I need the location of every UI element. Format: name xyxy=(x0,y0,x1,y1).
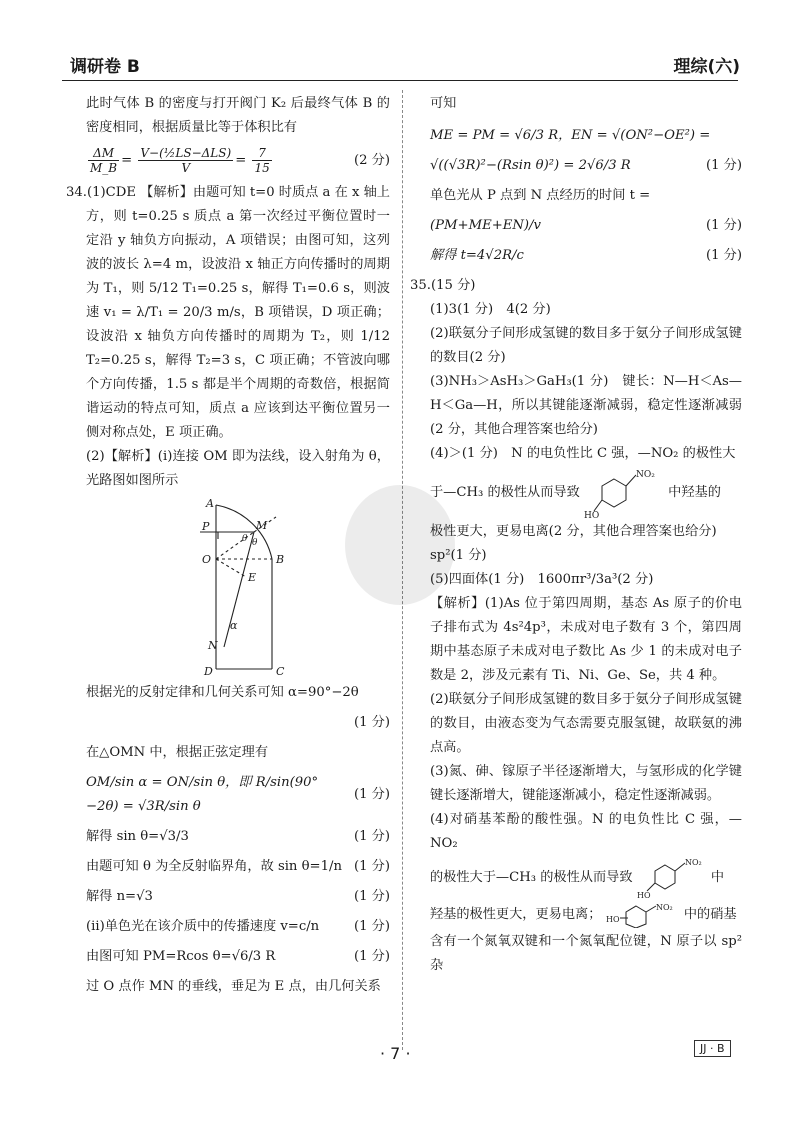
svg-text:HO: HO xyxy=(636,890,651,899)
analysis: (4)对硝基苯酚的酸性强。N 的电负性比 C 强，—NO₂ xyxy=(430,812,742,851)
svg-text:HO: HO xyxy=(583,510,600,519)
question-34-part2: (2)【解析】(ⅰ)连接 OM 即为法线，设入射角为 θ，光路图如图所示 xyxy=(86,449,390,488)
analysis: 【解析】(1)As 位于第四周期，基态 As 原子的价电子排布式为 4s²4p³，未成对电子数有 3 个，第四周期中基态原子未成对电子数比 As 少 1 的未成对电子数是 2，涉及元素有 Ti、Ni、Ge、Se，共 4 种。 xyxy=(430,596,742,683)
paragraph: 在△OMN 中，根据正弦定理有 xyxy=(86,745,269,760)
answer: (1)3(1 分) 4(2 分) xyxy=(430,302,551,317)
svg-text:NO₂: NO₂ xyxy=(655,902,673,912)
analysis: 含有一个氮氧双键和一个氮氧配位键，N 原子以 sp² 杂 xyxy=(430,934,742,973)
nitrophenol-structure-icon xyxy=(637,857,707,899)
paragraph: 根据光的反射定律和几何关系可知 α=90°−2θ xyxy=(86,685,359,700)
answer: 极性更大，更易电离(2 分，其他合理答案也给分) xyxy=(430,524,717,539)
right-column: 可知 ME = PM = √6/3 R，EN = √(ON²−OE²) = √((√3R)²−(Rsin θ)²) = 2√6/3 R (1 分) 单色光从 P 点到 N 点经历的时间 t = (PM+ME+EN)/v (1 分) 解得 t=4√2R/c (1 分) 35.(15 分) (1)3(1 分) 4(2 分) (2)联氨分子间形成氢键的数目多于氨分子间形成氢键的数目(2 分) (3)NH₃＞AsH₃＞GaH₃(1 分) 键长：N—H＜As—H＜Ga—H，所以其键能逐渐减弱，稳定性逐渐减弱(2 分，其他合理答案也给分) (4)＞(1 分) N 的电负性比 C 强，—NO₂ 的极性大 于—CH₃ 的极性从而导致 NO₂ HO 中羟基的 极性更大，更易电离(2 分，其他合理答案也给分) sp²(1 分) (5)四面体(1 分) 1600πr³/3a³(2 分) 【解析】(1)As 位于第四周期，基态 As 原子的价电子排布式为 4s²4p³，未成对电子数有 3 个，第四周期中基态原子未成对电子数比 As 少 1 的未成对电子数是 2，涉及元素有 Ti、Ni、Ge、Se，共 4 种。 (2)联氨分子间形成氢键的数目多于氨分子间形成氢键的数目，由液态变为气态需要克服氢键，故联氨的沸点高。 (3)氮、砷、镓原子半径逐渐增大，与氢形成的化学键键长逐渐增大，键能逐渐减小，稳定性逐渐减弱。 (4)对硝基苯酚的酸性强。N 的电负性比 C 强，—NO₂ 的极性大于—CH₃ 的极性从而导致 NO₂ HO 中 羟基的极性更大，更易电离； HO NO₂ 中的硝基 含有一个氮氧双键和一个氮氧配位键，N 原子以 sp² 杂 xyxy=(430,92,742,978)
header-rule xyxy=(62,80,738,81)
equation: ME = PM = √6/3 R，EN = √(ON²−OE²) = xyxy=(430,128,711,143)
label-O: O xyxy=(202,553,212,566)
label-A: A xyxy=(206,497,214,510)
page-number: · 7 · xyxy=(380,1044,411,1063)
optics-diagram xyxy=(196,497,306,677)
equation: (PM+ME+EN)/v xyxy=(430,218,541,233)
equation-row: $\frac{\Delta M}{M\_B}$ = $\frac{\text{V−(½LS−ΔLS)}}{V}$ = $\frac{7}{15}$ (2 分) xyxy=(90,146,390,175)
label-P: P xyxy=(202,520,210,533)
left-column: 此时气体 B 的密度与打开阀门 K₂ 后最终气体 B 的密度相同，根据质量比等于体积比有 $\frac{\Delta M}{M\_B}$ = $\frac{\text{V−(½LS−ΔLS)}}{V}$ = $\frac{7}{15}$ (2 分) 34.(1)CDE 【解析】由题可知 t=0 时质点 a 在 x 轴上方，则 t=0.25 s 质点 a 第一次经过平衡位置时一定沿 y 轴负方向振动，A 项错误；由图可知，这列波的波长 λ=4 m，设波沿 x 轴正方向传播时的周期为 T₁，则 5/12 T₁=0.25 s，解得 T₁=0.6 s，则波速 v₁ = λ/T₁ = 20/3 m/s，B 项错误，D 项正确；设波沿 x 轴负方向传播时的周期为 T₂，则 1/12 T₂=0.25 s，解得 T₂=3 s，C 项正确；不管波向哪个方向传播，1.5 s 都是半个周期的奇数倍，根据简谐运动的特点可知，质点 a 应该到达平衡位置另一侧对称点处，E 项正确。 (2)【解析】(ⅰ)连接 OM 即为法线，设入射角为 θ，光路图如图所示 A B C D O P M E N α θ θ 根据光的反射定律和几何关系可知 α=90°−2θ (1 分) 在△OMN 中，根据正弦定理有 OM/sin α = ON/sin θ，即 R/sin(90°−2θ) = √3R/sin θ (1 分) 解得 sin θ=√3/3 (1 分) 由题可知 θ 为全反射临界角，故 sin θ=1/n (1 分) 解得 n=√3 (1 分) (ⅱ)单色光在该介质中的传播速度 v=c/n (1 分) 由图可知 PM=Rcos θ=√6/3 R (1 分) 过 O 点作 MN 的垂线，垂足为 E 点，由几何关系 xyxy=(86,92,390,999)
label-theta-2: θ xyxy=(252,538,258,548)
paragraph: 过 O 点作 MN 的垂线，垂足为 E 点，由几何关系 xyxy=(86,979,381,994)
label-C: C xyxy=(276,665,285,677)
header-title-right: 理综(六) xyxy=(673,57,740,77)
equation: 由题可知 θ 为全反射临界角，故 sin θ=1/n xyxy=(86,859,342,874)
equation: (ⅱ)单色光在该介质中的传播速度 v=c/n xyxy=(86,919,320,934)
label-alpha: α xyxy=(230,619,238,632)
label-E: E xyxy=(248,571,257,584)
page-code-badge: JJ · B xyxy=(694,1040,731,1057)
nitrophenol-structure-icon xyxy=(606,902,680,928)
nitrophenol-structure-icon xyxy=(584,467,664,519)
answer: 于—CH₃ 的极性从而导致 NO₂ HO 中羟基的 xyxy=(430,466,742,520)
svg-text:HO: HO xyxy=(605,914,620,924)
paragraph: 可知 xyxy=(430,96,457,111)
equation: OM/sin α = ON/sin θ，即 R/sin(90°−2θ) = √3R/sin θ xyxy=(86,775,319,814)
answer: (5)四面体(1 分) 1600πr³/3a³(2 分) xyxy=(430,572,654,587)
answer: sp²(1 分) xyxy=(430,548,487,563)
question-35: 35.(15 分) xyxy=(410,278,476,293)
analysis: (2)联氨分子间形成氢键的数目多于氨分子间形成氢键的数目，由液态变为气态需要克服氢键，故联氨的沸点高。 xyxy=(430,692,742,755)
equation: 解得 n=√3 xyxy=(86,889,153,904)
paragraph: 单色光从 P 点到 N 点经历的时间 t = xyxy=(430,188,651,203)
analysis: 的极性大于—CH₃ 的极性从而导致 NO₂ HO 中 xyxy=(430,857,725,899)
svg-text:NO₂: NO₂ xyxy=(635,469,655,480)
label-B: B xyxy=(276,553,285,566)
analysis: 羟基的极性更大，更易电离； HO NO₂ 中的硝基 xyxy=(430,900,742,930)
paragraph: 此时气体 B 的密度与打开阀门 K₂ 后最终气体 B 的密度相同，根据质量比等于体积比有 xyxy=(86,96,390,135)
label-N: N xyxy=(208,639,218,652)
equation: √((√3R)²−(Rsin θ)²) = 2√6/3 R xyxy=(430,158,631,173)
equation: 由图可知 PM=Rcos θ=√6/3 R xyxy=(86,949,276,964)
equation: 解得 t=4√2R/c xyxy=(430,248,524,263)
analysis: (3)氮、砷、镓原子半径逐渐增大，与氢形成的化学键键长逐渐增大，键能逐渐减小，稳定性逐渐减弱。 xyxy=(430,764,742,803)
question-34: 34.(1)CDE 【解析】由题可知 t=0 时质点 a 在 x 轴上方，则 t=0.25 s 质点 a 第一次经过平衡位置时一定沿 y 轴负方向振动，A 项错误；由图可知，这列波的波长 λ=4 m，设波沿 x 轴正方向传播时的周期为 T₁，则 5/12 T₁=0.25 s，解得 T₁=0.6 s，则波速 v₁ = λ/T₁ = 20/3 m/s，B 项错误，D 项正确；设波沿 x 轴负方向传播时的周期为 T₂，则 1/12 T₂=0.25 s，解得 T₂=3 s，C 项正确；不管波向哪个方向传播，1.5 s 都是半个周期的奇数倍，根据简谐运动的特点可知，质点 a 应该到达平衡位置另一侧对称点处，E 项正确。 xyxy=(66,185,390,440)
label-M: M xyxy=(256,519,268,532)
answer: (3)NH₃＞AsH₃＞GaH₃(1 分) 键长：N—H＜As—H＜Ga—H，所以其键能逐渐减弱，稳定性逐渐减弱(2 分，其他合理答案也给分) xyxy=(430,374,742,437)
header-title-left: 调研卷 B xyxy=(70,57,140,77)
label-theta-1: θ xyxy=(242,534,248,544)
answer: (4)＞(1 分) N 的电负性比 C 强，—NO₂ 的极性大 xyxy=(430,446,736,461)
label-D: D xyxy=(204,665,213,677)
svg-text:NO₂: NO₂ xyxy=(684,857,702,867)
equation: 解得 sin θ=√3/3 xyxy=(86,829,189,844)
answer: (2)联氨分子间形成氢键的数目多于氨分子间形成氢键的数目(2 分) xyxy=(430,326,742,365)
score: (2 分) xyxy=(353,152,390,168)
